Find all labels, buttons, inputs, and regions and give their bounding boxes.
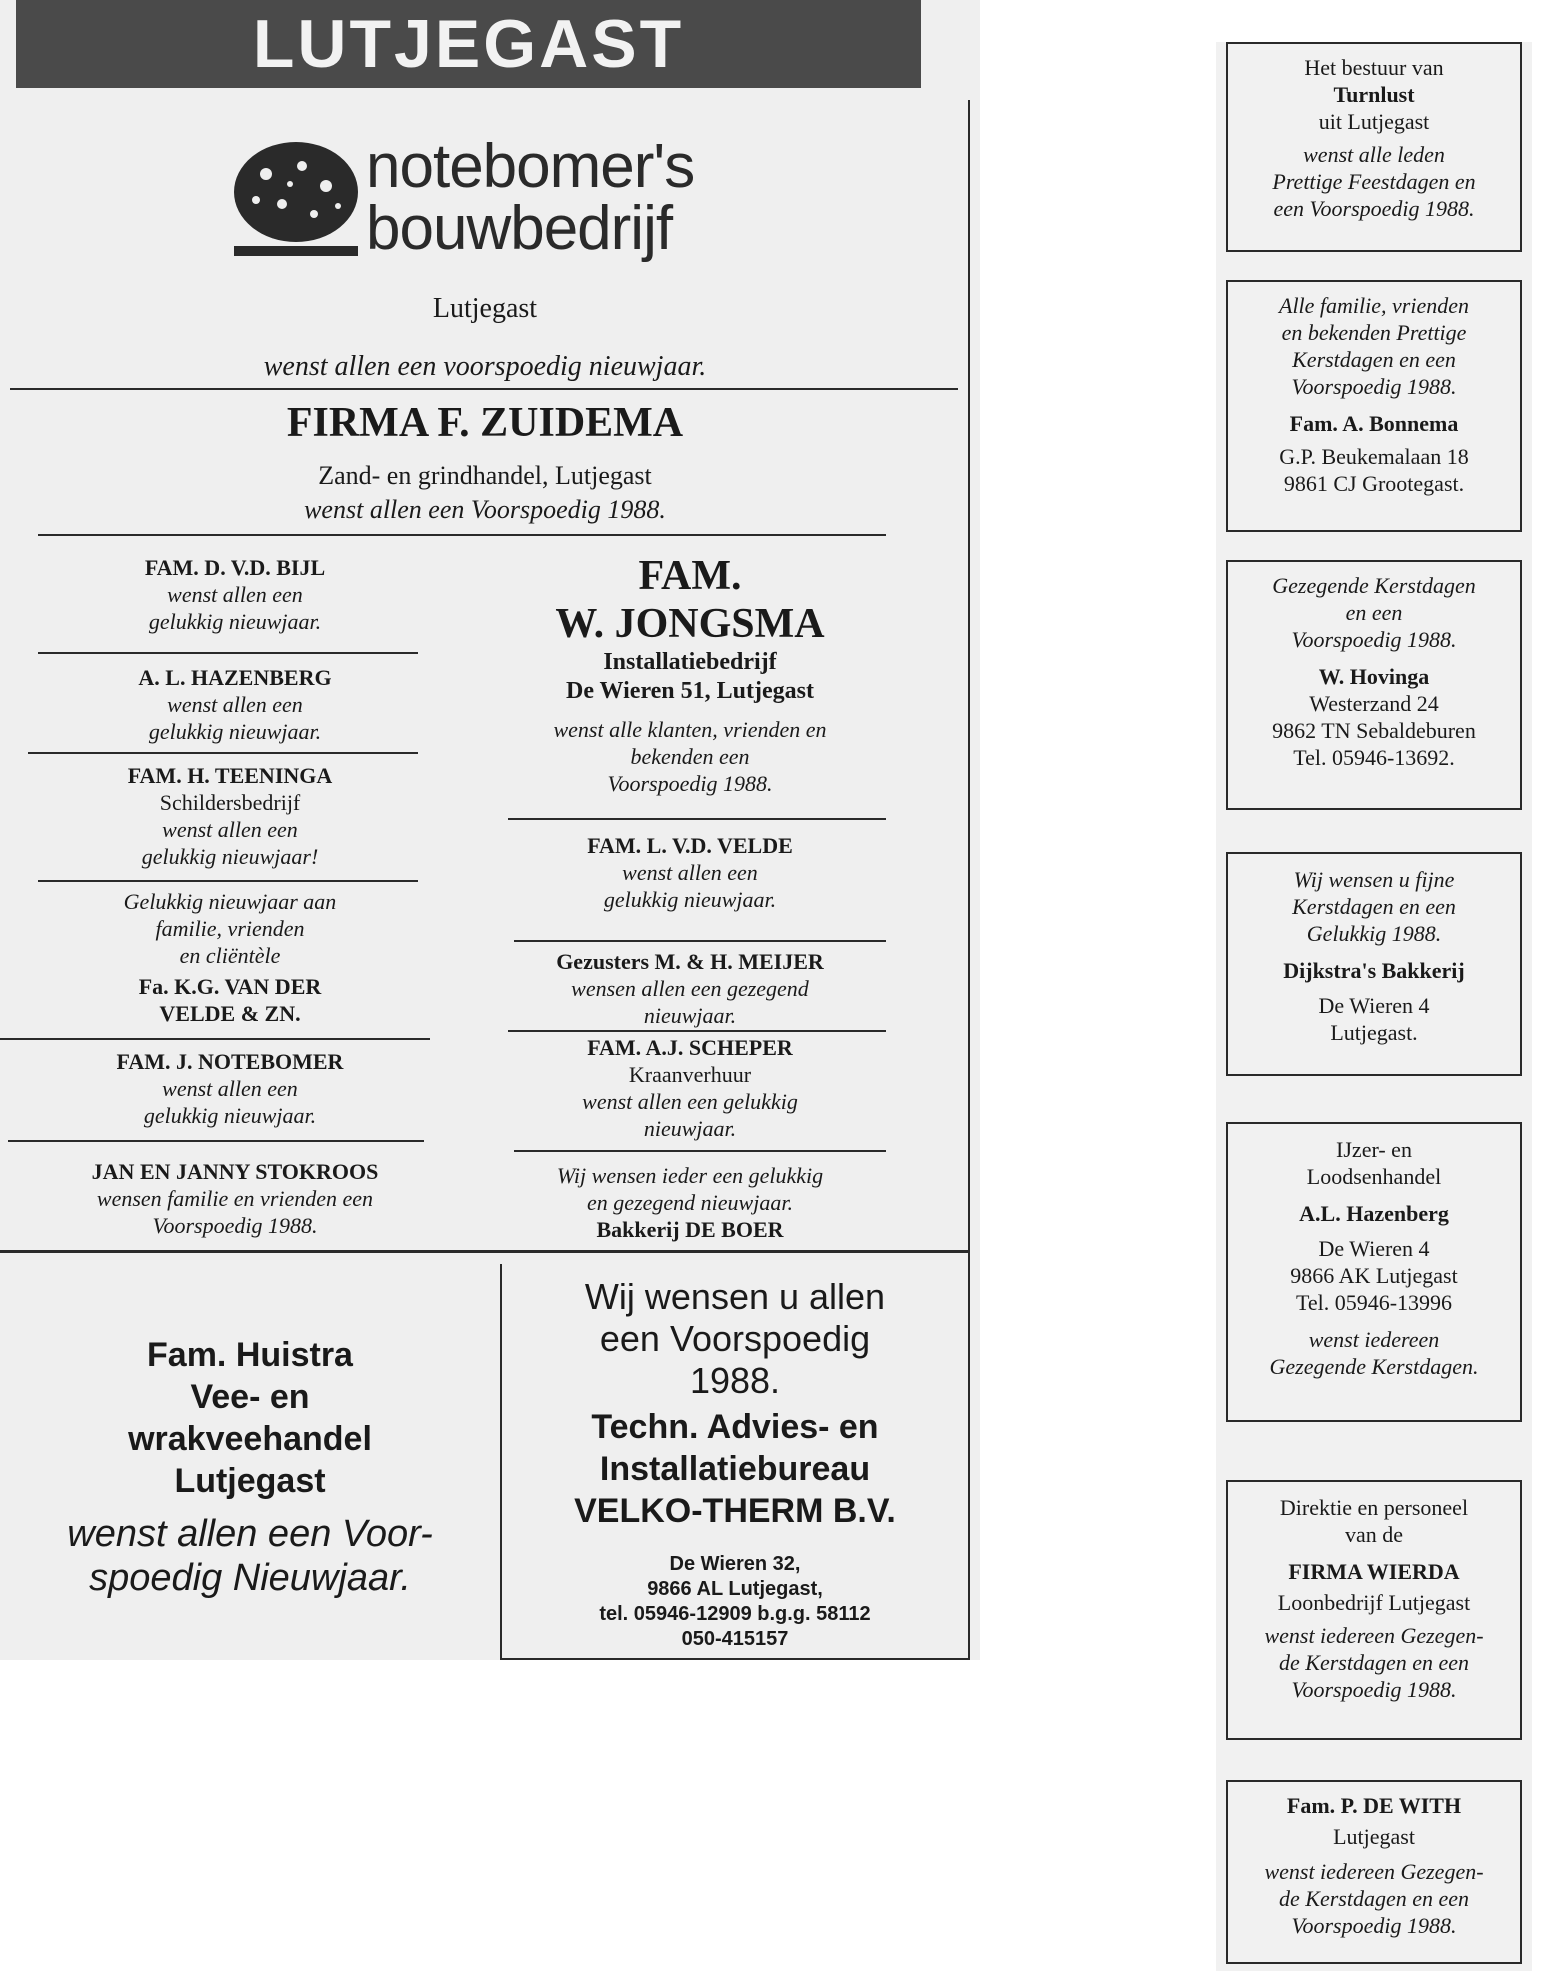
ad-de-boer [490, 1162, 890, 1243]
ad-dijkstra [1226, 852, 1522, 1076]
ad-line: een Voorspoedig 1988. [1273, 196, 1475, 221]
ad-line: De Wieren 4 [1318, 1236, 1430, 1261]
ad-line: wrakveehandel [128, 1420, 372, 1458]
ad-line: Gelukkig nieuwjaar aan [123, 889, 337, 914]
ad-name: Fam. P. DE WITH [1286, 1793, 1462, 1818]
divider [38, 880, 418, 882]
ad-hazenberg [40, 664, 430, 745]
ad-name: W. Hovinga [1318, 664, 1430, 689]
ad-sub: Kraanverhuur [628, 1062, 752, 1087]
ad-line: en een [1345, 600, 1403, 625]
ad-line: Vee- en [190, 1378, 310, 1416]
ad-line: Tel. 05946-13692. [1293, 745, 1455, 770]
ad-line: 9861 CJ Grootegast. [1283, 471, 1465, 496]
ad-line: wensen familie en vrienden een [96, 1186, 374, 1211]
zuidema-wish: wenst allen een Voorspoedig 1988. [304, 495, 666, 524]
divider [38, 534, 886, 536]
ad-stokroos [20, 1158, 450, 1239]
ad-line: Direktie en personeel [1279, 1495, 1469, 1520]
ad-line: spoedig Nieuwjaar. [89, 1557, 411, 1599]
ad-line: Lutjegast [1333, 1824, 1415, 1849]
ad-line: wenst allen een [167, 582, 303, 607]
ad-line: 9866 AK Lutjegast [1290, 1263, 1458, 1288]
ad-turnlust [1226, 42, 1522, 252]
ad-line: wenst allen een Voor- [67, 1513, 433, 1555]
ad-line: wenst allen een [162, 817, 298, 842]
ad-line: De Wieren 4 [1318, 993, 1430, 1018]
ad-line: Westerzand 24 [1309, 691, 1439, 716]
ad-line: gelukkig nieuwjaar. [148, 609, 322, 634]
ad-line: Kerstdagen en een [1292, 347, 1456, 372]
ad-line: Voorspoedig 1988. [1291, 1677, 1457, 1702]
divider [508, 818, 886, 820]
ad-line: wenst iedereen [1308, 1327, 1440, 1352]
logo-text-line1: notebomer's [366, 132, 695, 201]
ad-address: De Wieren 32, [669, 1553, 801, 1575]
ad-line: Kerstdagen en een [1292, 894, 1456, 919]
ad-address: tel. 05946-12909 b.g.g. 58112 [599, 1603, 871, 1625]
ad-line: Voorspoedig 1988. [1291, 1913, 1457, 1938]
ad-meijer [490, 948, 890, 1029]
ad-line: Wij wensen ieder een gelukkig [556, 1163, 824, 1188]
ad-line: Gelukkig 1988. [1306, 921, 1442, 946]
ad-line: een Voorspoedig [599, 1318, 871, 1359]
ad-line: Wij wensen u fijne [1293, 867, 1455, 892]
ad-line: 9862 TN Sebaldeburen [1272, 718, 1476, 743]
huistra-wish [10, 1512, 490, 1600]
ad-vd-bijl [40, 554, 430, 635]
ad-line: van de [1344, 1522, 1404, 1547]
ad-line: gelukkig nieuwjaar. [148, 719, 322, 744]
ad-name: A. L. HAZENBERG [138, 665, 332, 690]
ad-line: familie, vrienden [155, 916, 305, 941]
divider [0, 1038, 430, 1040]
ad-line: Loodsenhandel [1306, 1164, 1442, 1189]
ad-sub: De Wieren 51, Lutjegast [566, 678, 814, 704]
ad-de-with [1226, 1780, 1522, 1964]
notebomer-wish: wenst allen een voorspoedig nieuwjaar. [263, 351, 707, 382]
ad-name: Dijkstra's Bakkerij [1283, 958, 1465, 983]
ad-name: FIRMA WIERDA [1288, 1559, 1460, 1584]
ad-line: wenst allen een [162, 1076, 298, 1101]
ad-wierda [1226, 1480, 1522, 1740]
ad-line: Gezegende Kerstdagen [1272, 573, 1476, 598]
ad-line: wensen allen een gezegend [571, 976, 809, 1001]
ad-line: de Kerstdagen en een [1279, 1650, 1469, 1675]
ad-line: Prettige Feestdagen en [1272, 169, 1476, 194]
ad-name: Turnlust [1333, 82, 1415, 107]
ad-name: Gezusters M. & H. MEIJER [556, 949, 824, 974]
ad-line: G.P. Beukemalaan 18 [1279, 444, 1469, 469]
ad-line: bekenden een [630, 744, 750, 769]
page-title: LUTJEGAST [252, 6, 685, 82]
ad-line: en cliëntèle [179, 943, 281, 968]
ad-hazenberg-al [1226, 1122, 1522, 1422]
ad-line: Fam. Huistra [147, 1336, 353, 1374]
ad-line: Lutjegast [174, 1462, 326, 1500]
ad-name: W. JONGSMA [555, 601, 825, 647]
ad-name: FAM. A.J. SCHEPER [587, 1035, 793, 1060]
zuidema-name: FIRMA F. ZUIDEMA [286, 400, 684, 446]
ad-bonnema [1226, 280, 1522, 532]
ad-jongsma [490, 552, 890, 797]
ad-line: Voorspoedig 1988. [1291, 627, 1457, 652]
ad-line: 1988. [689, 1360, 781, 1401]
ad-line: Wij wensen u allen [584, 1276, 886, 1317]
divider [514, 940, 886, 942]
ad-name: FAM. H. TEENINGA [127, 763, 333, 788]
ad-line: IJzer- en [1336, 1137, 1412, 1162]
ad-line: Gezegende Kerstdagen. [1269, 1354, 1479, 1379]
ad-line: Lutjegast. [1330, 1020, 1418, 1045]
ad-line: Alle familie, vrienden [1279, 293, 1469, 318]
ad-velkotherm [510, 1276, 960, 1652]
ad-line: wenst iedereen Gezegen- [1264, 1859, 1484, 1884]
ad-line: de Kerstdagen en een [1279, 1886, 1469, 1911]
ad-line: nieuwjaar. [643, 1116, 737, 1141]
divider [0, 1250, 970, 1253]
ad-line: wenst allen een [167, 692, 303, 717]
divider [28, 752, 418, 754]
ad-name: VELDE & ZN. [159, 1001, 301, 1026]
logo-text-line2: bouwbedrijf [366, 194, 673, 263]
ad-vd-velde [490, 832, 890, 913]
divider [514, 1150, 886, 1152]
ad-name: Techn. Advies- en [591, 1408, 879, 1446]
ad-line: wenst alle klanten, vrienden en [553, 717, 827, 742]
ad-sub: Schildersbedrijf [159, 790, 301, 815]
ad-line: Tel. 05946-13996 [1295, 1290, 1453, 1315]
ad-line: Loonbedrijf Lutjegast [1277, 1590, 1471, 1615]
ad-name: Fa. K.G. VAN DER [138, 974, 322, 999]
ad-line: Het bestuur van [1304, 55, 1444, 80]
ad-line: wenst allen een gelukkig [582, 1089, 798, 1114]
ad-name: FAM. D. V.D. BIJL [144, 555, 326, 580]
ad-line: wenst allen een [622, 860, 758, 885]
ad-line: wenst alle leden [1303, 142, 1445, 167]
ad-name: VELKO-THERM B.V. [574, 1492, 896, 1530]
divider [10, 388, 958, 390]
ad-name: FAM. J. NOTEBOMER [116, 1049, 344, 1074]
ad-line: nieuwjaar. [643, 1003, 737, 1028]
ad-name: FAM. L. V.D. VELDE [587, 833, 793, 858]
divider [508, 1030, 886, 1032]
ad-line: gelukkig nieuwjaar. [603, 887, 777, 912]
ad-huistra [10, 1334, 490, 1502]
ad-hovinga [1226, 560, 1522, 810]
ad-line: gelukkig nieuwjaar! [141, 844, 319, 869]
ad-line: en gezegend nieuwjaar. [587, 1190, 793, 1215]
ad-address: 050-415157 [681, 1628, 789, 1650]
ad-line: Voorspoedig 1988. [152, 1213, 318, 1238]
ad-scheper [490, 1034, 890, 1142]
ad-line: Voorspoedig 1988. [1291, 374, 1457, 399]
ad-line: wenst iedereen Gezegen- [1264, 1623, 1484, 1648]
divider [38, 652, 418, 654]
ad-line: uit Lutjegast [1318, 109, 1430, 134]
zuidema-trade: Zand- en grindhandel, Lutjegast [318, 461, 652, 490]
tree-logo-icon [226, 134, 366, 262]
ad-name: Installatiebureau [599, 1450, 871, 1488]
divider [8, 1140, 424, 1142]
ad-name: A.L. Hazenberg [1299, 1201, 1449, 1226]
ad-name: JAN EN JANNY STOKROOS [91, 1159, 379, 1184]
ad-sub: Installatiebedrijf [603, 649, 777, 675]
ad-van-der-velde [30, 888, 430, 1027]
right-strip [1216, 42, 1532, 1971]
ad-name: FAM. [638, 553, 742, 599]
ad-line: Voorspoedig 1988. [607, 771, 773, 796]
ad-notebomer-j [30, 1048, 430, 1129]
ad-name: Bakkerij DE BOER [596, 1217, 784, 1242]
ad-line: gelukkig nieuwjaar. [143, 1103, 317, 1128]
ad-address: 9866 AL Lutjegast, [647, 1578, 823, 1600]
notebomer-place: Lutjegast [432, 293, 538, 324]
ad-teeninga [30, 762, 430, 870]
ad-line: en bekenden Prettige [1281, 320, 1467, 345]
ad-name: Fam. A. Bonnema [1289, 411, 1459, 436]
